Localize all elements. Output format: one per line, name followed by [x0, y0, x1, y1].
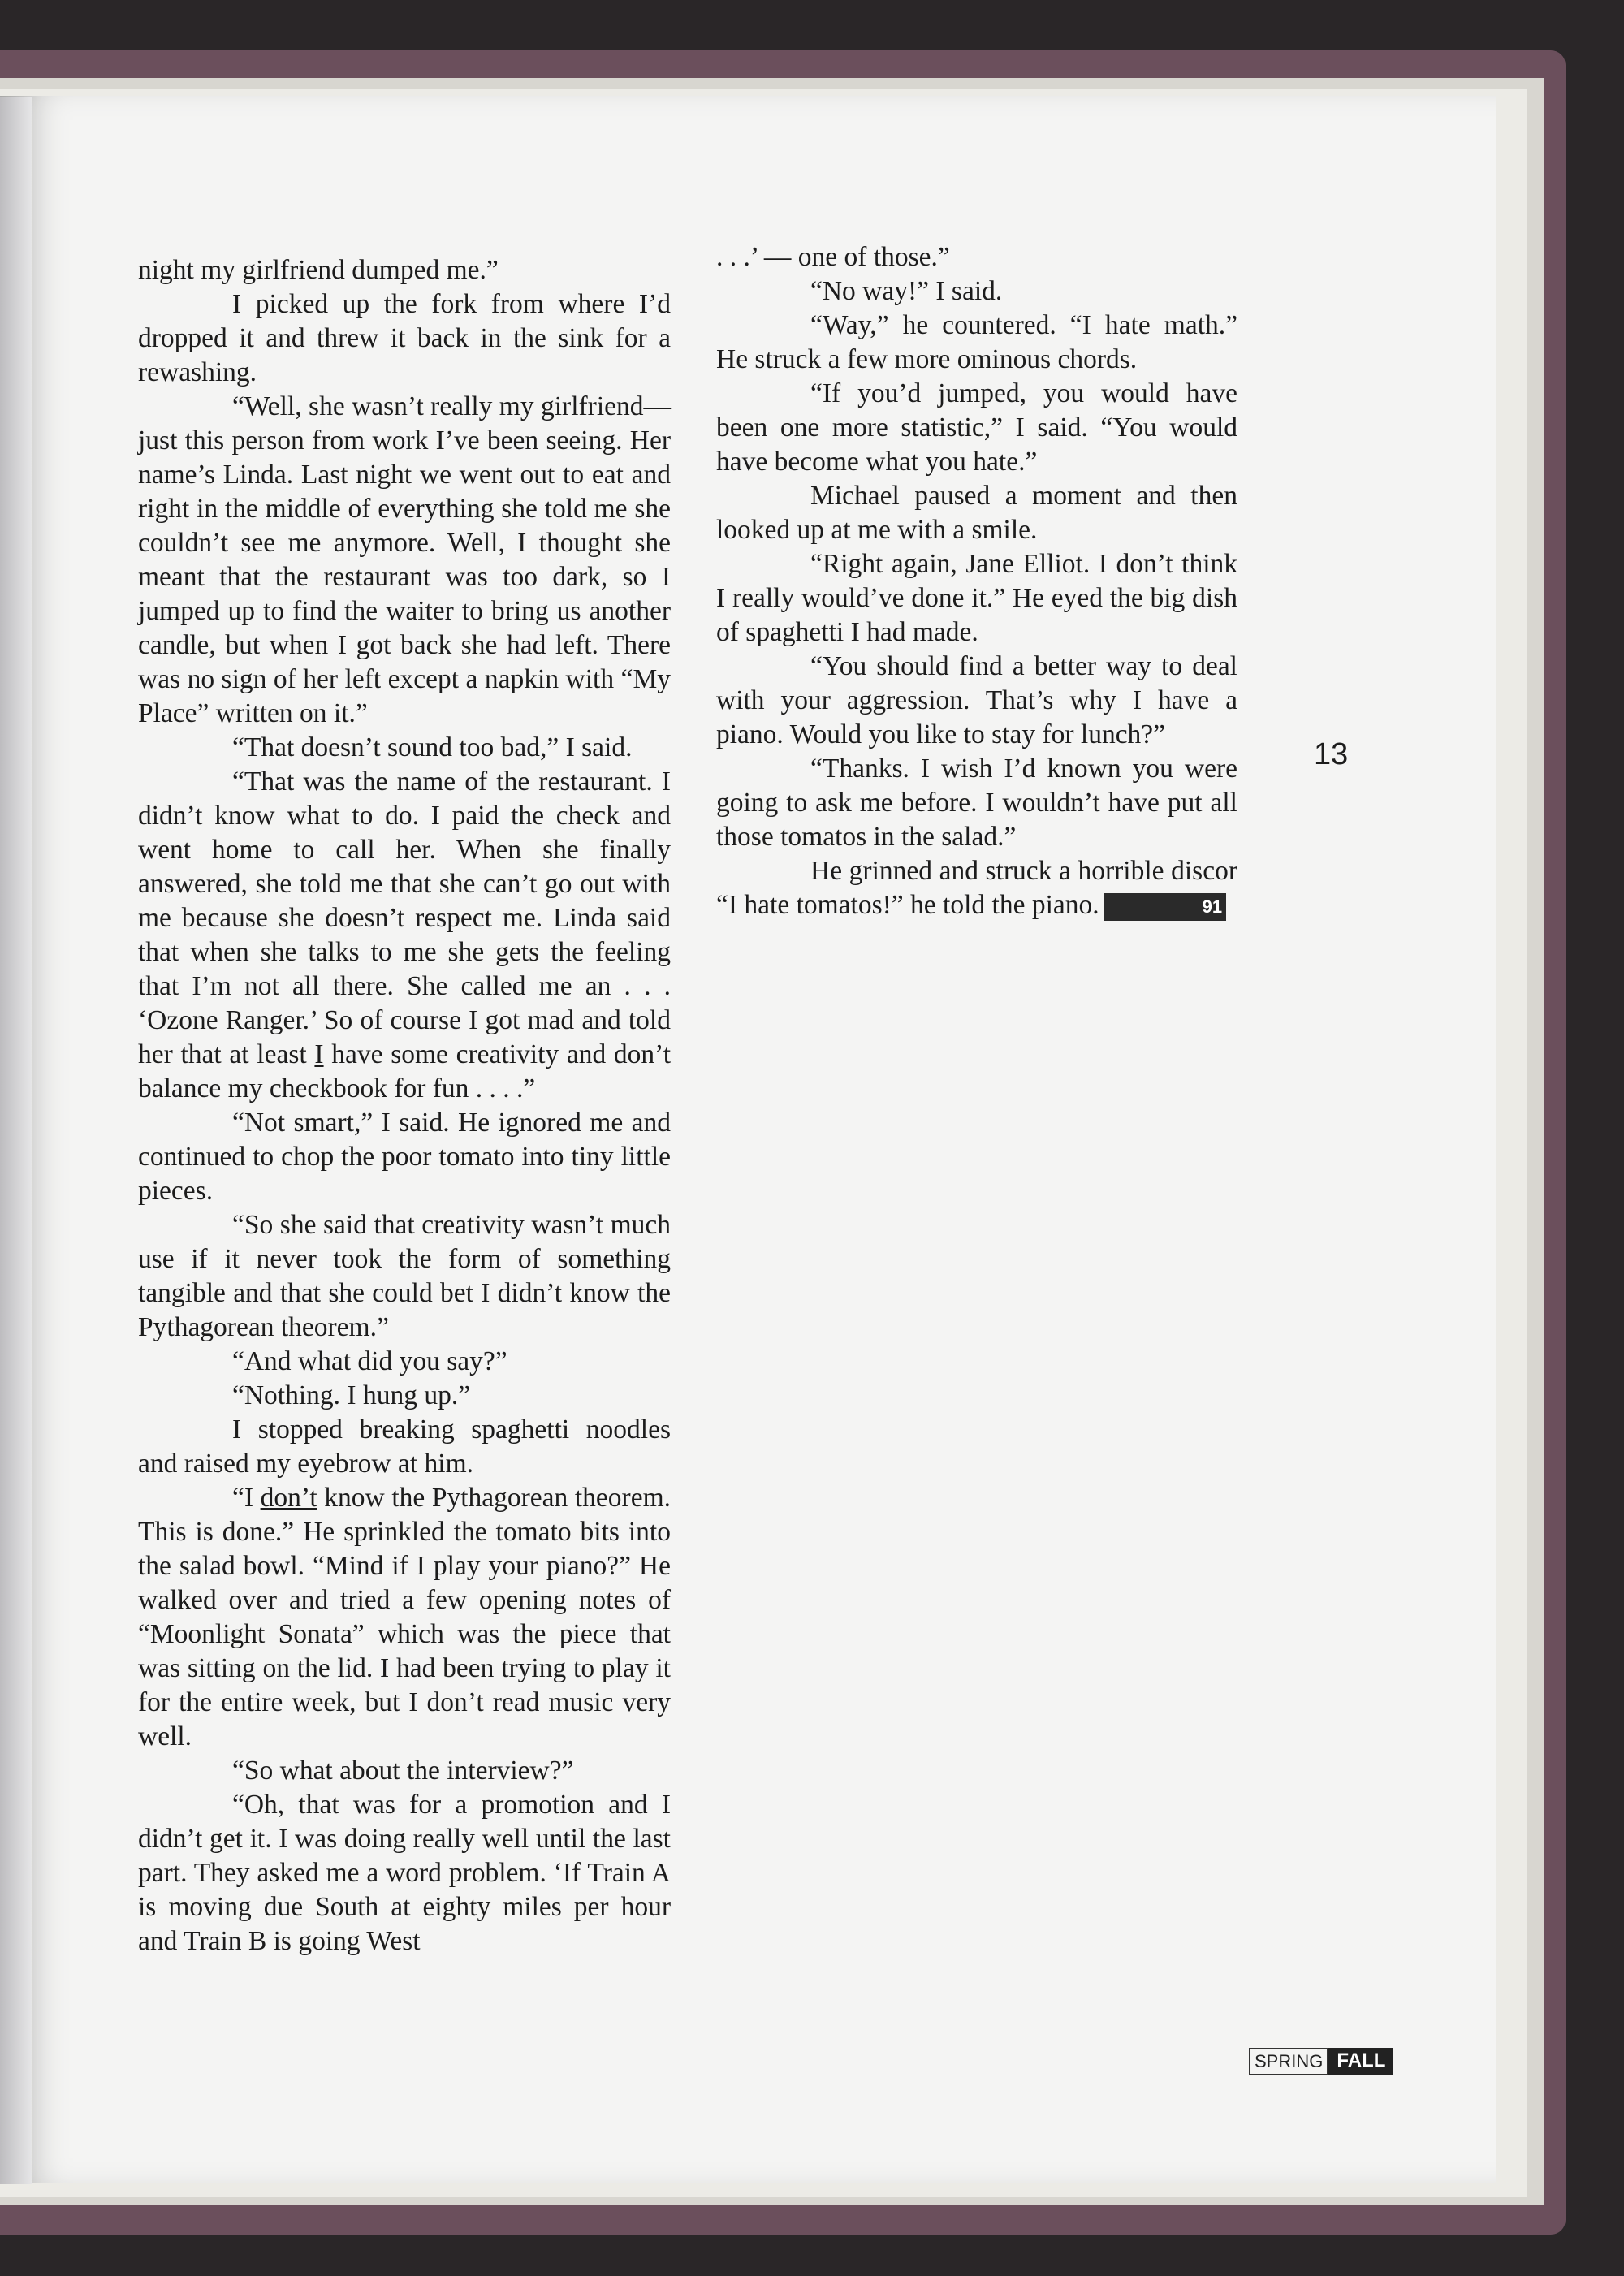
paragraph: “No way!” I said.	[810, 276, 1003, 306]
paragraph	[138, 1481, 671, 1754]
season-fall-label: FALL	[1328, 2048, 1393, 2075]
paragraph: . . .’ — one of those.”	[716, 242, 950, 272]
underlined-word: I	[314, 1039, 324, 1069]
season-badge	[1249, 2048, 1393, 2075]
paragraph: “Nothing. I hung up.”	[232, 1380, 471, 1410]
text-span: have some creativity and don’t balance my checkbook for fun . . . .”	[138, 1039, 672, 1103]
paragraph: “And what did you say?”	[232, 1346, 508, 1376]
paragraph	[138, 765, 671, 1106]
text-span: know the Pythagorean theorem. This is done.” He sprinkled the tomato bits into the salad bowl. “Mind if I play your piano?” He walked over and tried a few opening notes of “Moonlight Sonata” which was the piece that was sitting on the lid. I had been trying to play it for the entire week, but I don’t read music very well.	[138, 1483, 671, 1751]
paragraph: “Oh, that was for a promotion and I didn’t get it. I was doing really well until the last part. They asked me a word problem. ‘If Train A is moving due South at eighty miles per hour and Train B is going West	[138, 1790, 671, 1956]
text-span: “I	[232, 1483, 261, 1513]
text-span: “That was the name of the restaurant. I didn’t know what to do. I paid the check and went home to call her. When she finally answered, she told me that she can’t go out with me because she doesn’t respect me. Linda said that when she talks to me she gets the feeling that I’m not all there. She called me an . . . ‘Ozone Ranger.’ So of course I got mad and told her that at least	[138, 767, 671, 1069]
paragraph: “Not smart,” I said. He ignored me and continued to chop the poor tomato into tiny little pieces.	[138, 1108, 671, 1206]
paragraph: “So she said that creativity wasn’t much use if it never took the form of something tangible and that she could bet I didn’t know the Pythagorean theorem.”	[138, 1210, 671, 1342]
previous-page-curl	[0, 97, 32, 2184]
end-mark-badge: 91	[1104, 893, 1226, 921]
paragraph: I stopped breaking spaghetti noodles and raised my eyebrow at him.	[138, 1414, 671, 1479]
paragraph: “Well, she wasn’t really my girlfriend—just this person from work I’ve been seeing. Her name’s Linda. Last night we went out to eat and right in the middle of everything she told me she couldn’t see me anymore. Well, I thought she meant that the restaurant was too dark, so I jumped up to find the waiter to bring us another candle, but when I got back she had left. There was no sign of her left except a napkin with “My Place” written on it.”	[138, 391, 671, 728]
paragraph: night my girlfriend dumped me.”	[138, 255, 499, 285]
left-text-column	[138, 253, 671, 1959]
paragraph: “Thanks. I wish I’d known you were going to ask me before. I wouldn’t have put all those tomatos in the salad.”	[716, 754, 1237, 852]
paragraph: “Right again, Jane Elliot. I don’t think I really would’ve done it.” He eyed the big dish of spaghetti I had made.	[716, 549, 1237, 647]
page-number: 13	[1314, 737, 1349, 771]
paragraph: “If you’d jumped, you would have been one more statistic,” I said. “You would have become what you hate.”	[716, 378, 1237, 477]
paragraph	[716, 854, 1237, 922]
paragraph: I picked up the fork from where I’d dropped it and threw it back in the sink for a rewashing.	[138, 289, 671, 387]
paragraph: “That doesn’t sound too bad,” I said.	[232, 732, 633, 762]
paragraph: “Way,” he countered. “I hate math.” He struck a few more ominous chords.	[716, 310, 1237, 374]
season-spring-label: SPRING	[1249, 2048, 1328, 2075]
underlined-word: don’t	[260, 1483, 317, 1513]
right-text-column	[716, 240, 1237, 922]
paragraph: “You should find a better way to deal with your aggression. That’s why I have a piano. Would you like to stay for lunch?”	[716, 651, 1237, 749]
paragraph: Michael paused a moment and then looked up at me with a smile.	[716, 481, 1237, 545]
paragraph: “So what about the interview?”	[232, 1756, 574, 1786]
text-span: He grinned and struck a horrible discor “I hate tomatos!” he told the piano.	[716, 856, 1237, 920]
